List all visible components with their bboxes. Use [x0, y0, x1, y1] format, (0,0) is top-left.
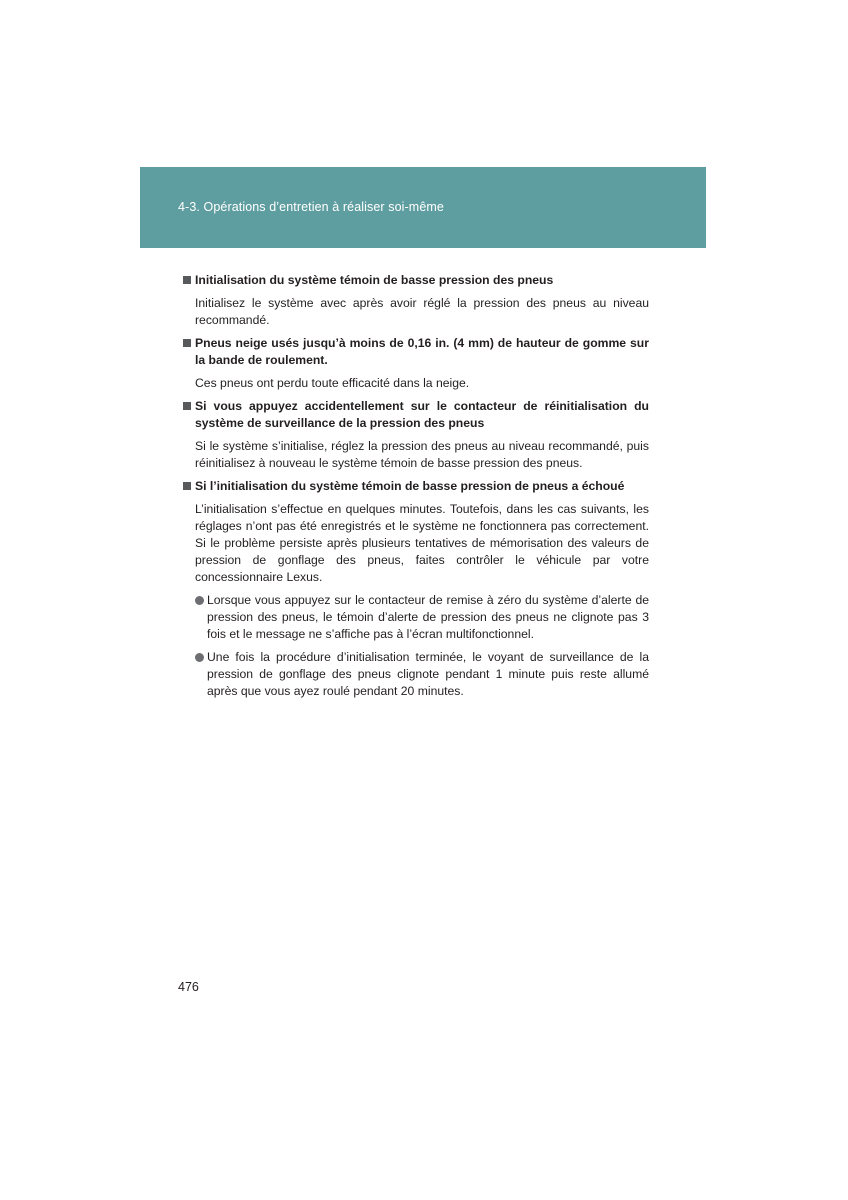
section-heading-text: Pneus neige usés jusqu’à moins de 0,16 in. (4 mm) de hauteur de gomme sur la bande de roulement.: [195, 336, 649, 367]
list-item: [195, 592, 649, 643]
page-number: 476: [178, 980, 199, 994]
section-heading: [182, 272, 649, 289]
list-item-text: Lorsque vous appuyez sur le contacteur de remise à zéro du système d’alerte de pression des pneus, le témoin d’alerte de pression des pneus ne clignote pas 3 fois et le message ne s’affiche pas à l’écran multifonctionnel.: [207, 593, 649, 641]
section-heading-text: Initialisation du système témoin de basse pression des pneus: [195, 273, 554, 287]
section-accidental-reset: [182, 398, 649, 472]
square-bullet-icon: [183, 276, 191, 284]
list-item-text: Une fois la procédure d’initialisation terminée, le voyant de surveillance de la pression de gonflage des pneus clignote pendant 1 minute puis reste allumé après que vous ayez roulé pendant 20 minutes.: [207, 650, 649, 698]
section-body: L’initialisation s’effectue en quelques minutes. Toutefois, dans les cas suivants, les réglages n’ont pas été enregistrés et le système ne fonctionnera pas correctement. Si le problème persiste après plusieurs tentatives de mémorisation des valeurs de pression de gonflage des pneus, faites contrôler le véhicule par votre concessionnaire Lexus.: [195, 502, 649, 584]
section-heading: [182, 478, 649, 495]
section-initialization-failed: [182, 478, 649, 700]
square-bullet-icon: [183, 482, 191, 490]
section-heading-text: Si vous appuyez accidentellement sur le contacteur de réinitialisation du système de surveillance de la pression des pneus: [195, 399, 649, 430]
section-header-band: [140, 167, 706, 248]
page-content: [182, 272, 649, 706]
section-body: Si le système s’initialise, réglez la pression des pneus au niveau recommandé, puis réinitialisez à nouveau le système témoin de basse pression des pneus.: [195, 439, 649, 470]
section-heading: [182, 335, 649, 369]
section-snow-tires: [182, 335, 649, 392]
section-body: Ces pneus ont perdu toute efficacité dans la neige.: [195, 376, 470, 390]
section-title: 4-3. Opérations d’entretien à réaliser soi-même: [178, 200, 444, 214]
section-heading-text: Si l’initialisation du système témoin de basse pression de pneus a échoué: [195, 479, 625, 493]
section-heading: [182, 398, 649, 432]
section-body: Initialisez le système avec après avoir réglé la pression des pneus au niveau recommandé.: [195, 296, 649, 327]
list-item: [195, 649, 649, 700]
square-bullet-icon: [183, 339, 191, 347]
circle-bullet-icon: [195, 653, 204, 662]
circle-bullet-icon: [195, 596, 204, 605]
section-tpms-initialization: [182, 272, 649, 329]
square-bullet-icon: [183, 402, 191, 410]
